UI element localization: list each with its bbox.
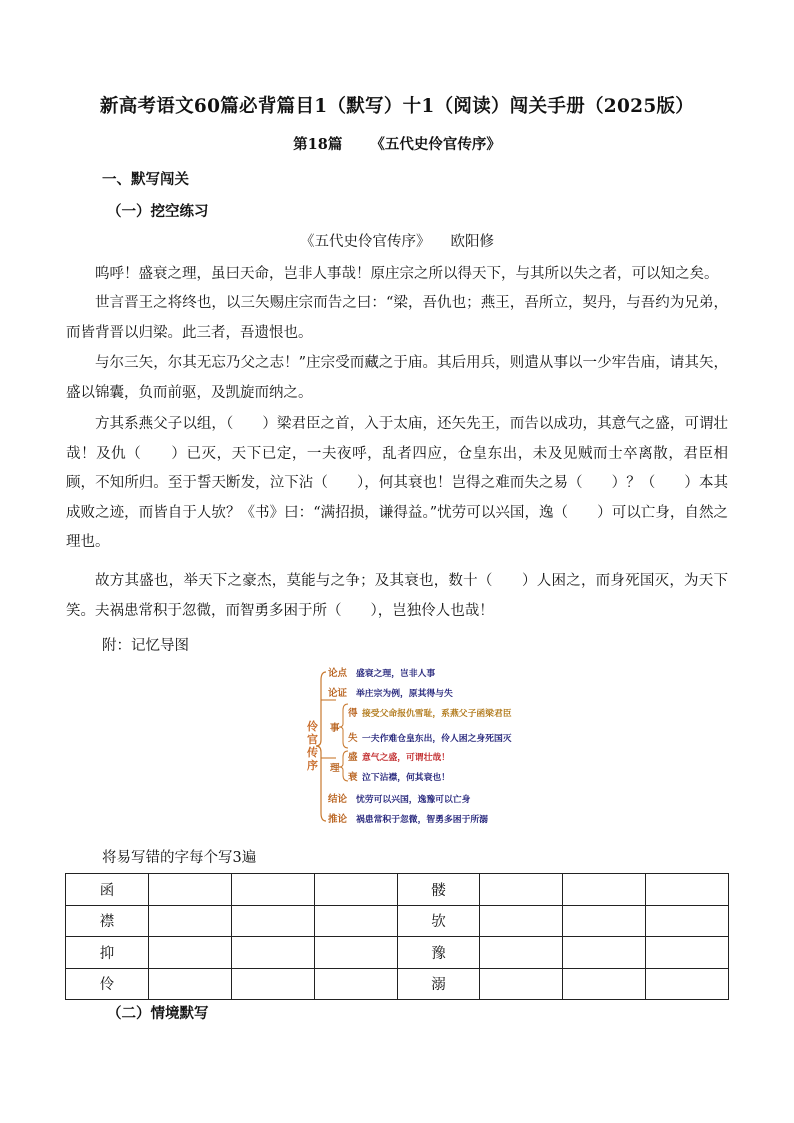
- practice-cell[interactable]: [480, 937, 563, 969]
- subsection-heading-cloze: （一）挖空练习: [107, 203, 209, 220]
- mindmap-branch-text: 接受父命报仇雪耻，系燕父子函梁君臣: [362, 709, 512, 719]
- lesson-heading: [0, 133, 794, 154]
- practice-cell[interactable]: [563, 905, 646, 937]
- mindmap-root-char: 传: [307, 746, 318, 759]
- practice-cell[interactable]: [314, 874, 397, 906]
- practice-cell[interactable]: [314, 968, 397, 1000]
- practice-cell[interactable]: [231, 905, 314, 937]
- paragraph-with-blanks: 故方其盛也，举天下之豪杰，莫能与之争；及其衰也，数十（ ）人困之，而身死国灭，为天下笑。夫祸患常积于忽微，而智勇多困于所（ ），岂独伶人也哉！: [66, 573, 728, 619]
- subsection-heading-context: （二）情境默写: [107, 1005, 209, 1022]
- practice-cell[interactable]: [646, 937, 729, 969]
- character-practice-table: [65, 873, 729, 1000]
- practice-cell[interactable]: [480, 905, 563, 937]
- paragraph-with-blanks: 方其系燕父子以组，（ ）梁君臣之首，入于太庙，还矢先王，而告以成功，其意气之盛，可谓壮哉！及仇（ ）已灭，天下已定，一夫夜呼，乱者四应，仓皇东出，未及见贼而士卒离散，君臣相顾，不知所归。至于誓天断发，泣下沾（ ），何其衰也！岂得之难而失之易（ ）？（ ）本其成败之迹，而皆自于人欤？《书》曰：“满招损，谦得益。”忧劳可以兴国，逸（ ）可以亡身，自然之理也。: [66, 416, 728, 550]
- practice-char: 欤: [397, 905, 480, 937]
- mindmap-branch-text: 盛衰之理，岂非人事: [356, 669, 436, 679]
- practice-cell[interactable]: [231, 968, 314, 1000]
- paragraph: 与尔三矢，尔其无忘乃父之志！”庄宗受而藏之于庙。其后用兵，则遣从事以一少牢告庙，请其矢，盛以锦囊，负而前驱，及凯旋而纳之。: [66, 355, 728, 401]
- practice-cell[interactable]: [148, 905, 231, 937]
- practice-char: 伶: [66, 968, 149, 1000]
- practice-cell[interactable]: [563, 874, 646, 906]
- mindmap-sub-brace: [339, 704, 348, 748]
- practice-cell[interactable]: [563, 968, 646, 1000]
- mindmap-branch-text: 泣下沾襟，何其衰也！: [362, 773, 450, 783]
- paragraph: 世言晋王之将终也，以三矢赐庄宗而告之曰：“梁，吾仇也；燕王，吾所立，契丹，与吾约为兄弟，而皆背晋以归梁。此三者，吾遗恨也。: [66, 295, 728, 341]
- mindmap-branch-text: 忧劳可以兴国，逸豫可以亡身: [356, 795, 471, 805]
- practice-char: 襟: [66, 905, 149, 937]
- mindmap-branch-key: 盛: [348, 752, 358, 763]
- practice-char: 函: [66, 874, 149, 906]
- mindmap-branch-key: 得: [348, 708, 358, 719]
- appendix-label: 附：记忆导图: [102, 638, 189, 654]
- practice-cell[interactable]: [231, 937, 314, 969]
- mindmap-branch-text: 举庄宗为例，原其得与失: [356, 689, 453, 699]
- practice-cell[interactable]: [646, 874, 729, 906]
- practice-cell[interactable]: [646, 968, 729, 1000]
- practice-char: 抑: [66, 937, 149, 969]
- mindmap-root-char: 伶: [307, 720, 318, 733]
- mindmap-mid-label: 理: [330, 763, 340, 774]
- work-author: 欧阳修: [450, 234, 494, 250]
- practice-char: 溺: [397, 968, 480, 1000]
- mindmap-branch-key: 论点: [328, 668, 348, 679]
- practice-cell[interactable]: [646, 905, 729, 937]
- practice-cell[interactable]: [231, 874, 314, 906]
- work-title: 《五代史伶官传序》: [300, 234, 431, 250]
- practice-cell[interactable]: [314, 905, 397, 937]
- practice-cell[interactable]: [148, 968, 231, 1000]
- practice-cell[interactable]: [314, 937, 397, 969]
- mindmap-branch-key: 推论: [328, 814, 348, 825]
- paragraph: 呜呼！盛衰之理，虽曰天命，岂非人事哉！原庄宗之所以得天下，与其所以失之者，可以知之矣。: [95, 266, 719, 282]
- table-row: [66, 905, 729, 937]
- mindmap-branch-key: 论证: [328, 688, 348, 699]
- practice-cell[interactable]: [148, 874, 231, 906]
- table-row: [66, 937, 729, 969]
- document-title: 新高考语文60篇必背篇目1（默写）十1（阅读）闯关手册（2025版）: [99, 96, 695, 117]
- practice-char: 豫: [397, 937, 480, 969]
- practice-cell[interactable]: [480, 874, 563, 906]
- mindmap-root-char: 官: [307, 733, 318, 746]
- mindmap-mid-label: 事: [330, 723, 340, 734]
- mindmap-branch-key: 结论: [328, 794, 348, 805]
- practice-instruction: 将易写错的字每个写3遍: [102, 850, 257, 866]
- table-row: [66, 874, 729, 906]
- mindmap-root-char: 序: [307, 759, 318, 772]
- practice-cell[interactable]: [480, 968, 563, 1000]
- mindmap-branch-text: 一夫作难仓皇东出，伶人困之身死国灭: [362, 734, 512, 744]
- table-row: [66, 968, 729, 1000]
- practice-char: 髅: [397, 874, 480, 906]
- mindmap-main-brace: [316, 672, 326, 821]
- lesson-name: 《五代史伶官传序》: [370, 136, 501, 153]
- mindmap-branch-text: 祸患常积于忽微，智勇多困于所溺: [356, 815, 488, 825]
- practice-cell[interactable]: [148, 937, 231, 969]
- mindmap-branch-key: 衰: [348, 772, 358, 783]
- section-heading-dictation: 一、默写闯关: [102, 171, 189, 188]
- memory-mind-map: [296, 660, 554, 828]
- mindmap-branch-key: 失: [348, 733, 358, 744]
- lesson-number: 第18篇: [293, 136, 343, 153]
- work-heading: [0, 230, 794, 251]
- mindmap-sub-brace: [339, 751, 348, 781]
- mindmap-branch-text: 意气之盛，可谓壮哉！: [362, 753, 450, 763]
- practice-cell[interactable]: [563, 937, 646, 969]
